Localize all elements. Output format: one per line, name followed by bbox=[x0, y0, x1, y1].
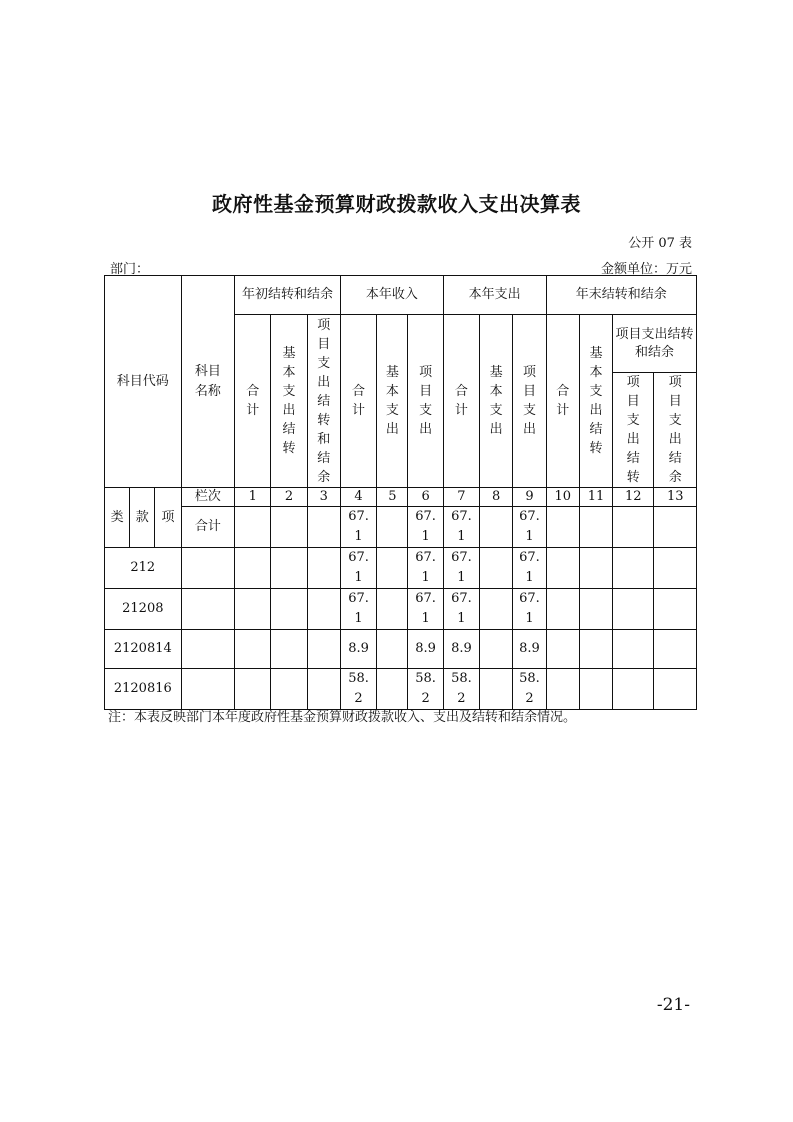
table-row bbox=[105, 548, 697, 589]
column-number: 12 bbox=[613, 488, 654, 507]
xiang-header: 项 bbox=[155, 488, 181, 548]
cell-value bbox=[377, 669, 408, 710]
cell-value: 67.1 bbox=[443, 548, 479, 589]
column-number: 5 bbox=[377, 488, 408, 507]
row-name bbox=[181, 548, 234, 589]
row-name bbox=[181, 669, 234, 710]
expense-total-header: 合计 bbox=[443, 315, 479, 488]
cell-value: 67.1 bbox=[408, 507, 443, 548]
end-project-carry-header: 项目支出结转 bbox=[613, 373, 654, 488]
column-number: 3 bbox=[307, 488, 340, 507]
cell-value bbox=[546, 507, 579, 548]
unit-label: 金额单位：万元 bbox=[600, 262, 692, 277]
cell-value bbox=[235, 548, 271, 589]
column-number: 10 bbox=[546, 488, 579, 507]
cell-value bbox=[271, 669, 307, 710]
begin-balance-group-header: 年初结转和结余 bbox=[235, 276, 341, 315]
table-row bbox=[105, 669, 697, 710]
begin-total-header: 合计 bbox=[235, 315, 271, 488]
column-number: 2 bbox=[271, 488, 307, 507]
cell-value bbox=[613, 589, 654, 630]
column-index-label: 栏次 bbox=[181, 488, 234, 507]
row-name bbox=[181, 630, 234, 669]
cell-value bbox=[235, 589, 271, 630]
cell-value: 67.1 bbox=[513, 507, 546, 548]
cell-value bbox=[613, 669, 654, 710]
lei-header: 类 bbox=[105, 488, 130, 548]
cell-value bbox=[613, 507, 654, 548]
cell-value: 58.2 bbox=[340, 669, 376, 710]
cell-value bbox=[613, 548, 654, 589]
end-total-header: 合计 bbox=[546, 315, 579, 488]
subject-code-header: 科目代码 bbox=[105, 276, 182, 488]
cell-value bbox=[271, 589, 307, 630]
page-title: 政府性基金预算财政拨款收入支出决算表 bbox=[212, 192, 581, 216]
subject-name-header: 科目名称 bbox=[181, 276, 234, 488]
row-code: 212 bbox=[105, 548, 182, 589]
cell-value bbox=[579, 669, 612, 710]
column-number: 13 bbox=[654, 488, 697, 507]
cell-value bbox=[271, 548, 307, 589]
cell-value: 67.1 bbox=[443, 589, 479, 630]
cell-value: 67.1 bbox=[513, 548, 546, 589]
cell-value bbox=[480, 630, 513, 669]
cell-value bbox=[235, 507, 271, 548]
cell-value bbox=[377, 548, 408, 589]
income-group-header: 本年收入 bbox=[340, 276, 443, 315]
cell-value bbox=[654, 669, 697, 710]
column-number: 1 bbox=[235, 488, 271, 507]
cell-value: 67.1 bbox=[340, 548, 376, 589]
cell-value bbox=[579, 630, 612, 669]
expense-group-header: 本年支出 bbox=[443, 276, 546, 315]
cell-value: 67.1 bbox=[513, 589, 546, 630]
cell-value bbox=[480, 548, 513, 589]
cell-value bbox=[307, 630, 340, 669]
cell-value bbox=[654, 630, 697, 669]
cell-value: 8.9 bbox=[340, 630, 376, 669]
table-row-total bbox=[105, 507, 697, 548]
column-number: 6 bbox=[408, 488, 443, 507]
end-project-balance-header: 项目支出结余 bbox=[654, 373, 697, 488]
cell-value: 58.2 bbox=[408, 669, 443, 710]
table-note: 注：本表反映部门本年度政府性基金预算财政拨款收入、支出及结转和结余情况。 bbox=[108, 710, 577, 725]
cell-value: 67.1 bbox=[443, 507, 479, 548]
cell-value bbox=[654, 548, 697, 589]
cell-value bbox=[235, 630, 271, 669]
row-code: 2120814 bbox=[105, 630, 182, 669]
end-basic-carry-header: 基本支出结转 bbox=[579, 315, 612, 488]
income-total-header: 合计 bbox=[340, 315, 376, 488]
column-number: 9 bbox=[513, 488, 546, 507]
cell-value bbox=[307, 507, 340, 548]
income-project-header: 项目支出 bbox=[408, 315, 443, 488]
cell-value bbox=[546, 589, 579, 630]
cell-value: 67.1 bbox=[408, 548, 443, 589]
cell-value bbox=[546, 630, 579, 669]
expense-project-header: 项目支出 bbox=[513, 315, 546, 488]
department-label: 部门： bbox=[110, 262, 150, 277]
cell-value: 8.9 bbox=[443, 630, 479, 669]
cell-value bbox=[579, 507, 612, 548]
cell-value bbox=[613, 630, 654, 669]
row-name: 合计 bbox=[181, 507, 234, 548]
cell-value bbox=[377, 630, 408, 669]
cell-value bbox=[271, 507, 307, 548]
cell-value bbox=[579, 589, 612, 630]
row-code: 2120816 bbox=[105, 669, 182, 710]
end-balance-group-header: 年末结转和结余 bbox=[546, 276, 696, 315]
form-code: 公开 07 表 bbox=[628, 236, 692, 251]
cell-value bbox=[579, 548, 612, 589]
cell-value bbox=[377, 589, 408, 630]
cell-value: 67.1 bbox=[408, 589, 443, 630]
column-number: 8 bbox=[480, 488, 513, 507]
end-project-group-header: 项目支出结转和结余 bbox=[613, 315, 697, 373]
cell-value: 58.2 bbox=[443, 669, 479, 710]
budget-table bbox=[104, 275, 697, 710]
begin-project-carry-balance-header: 项目支出结转和结余 bbox=[307, 315, 340, 488]
cell-value bbox=[271, 630, 307, 669]
cell-value: 8.9 bbox=[408, 630, 443, 669]
column-number: 11 bbox=[579, 488, 612, 507]
table-row bbox=[105, 630, 697, 669]
cell-value bbox=[480, 589, 513, 630]
begin-basic-carry-header: 基本支出结转 bbox=[271, 315, 307, 488]
column-number: 7 bbox=[443, 488, 479, 507]
table-row bbox=[105, 589, 697, 630]
page-number: -21- bbox=[656, 995, 690, 1015]
cell-value bbox=[235, 669, 271, 710]
cell-value bbox=[307, 548, 340, 589]
cell-value: 8.9 bbox=[513, 630, 546, 669]
cell-value bbox=[480, 507, 513, 548]
kuan-header: 款 bbox=[130, 488, 155, 548]
cell-value bbox=[546, 669, 579, 710]
expense-basic-header: 基本支出 bbox=[480, 315, 513, 488]
cell-value: 67.1 bbox=[340, 507, 376, 548]
row-code: 21208 bbox=[105, 589, 182, 630]
cell-value: 67.1 bbox=[340, 589, 376, 630]
cell-value bbox=[307, 669, 340, 710]
cell-value bbox=[377, 507, 408, 548]
cell-value bbox=[654, 589, 697, 630]
cell-value bbox=[307, 589, 340, 630]
cell-value bbox=[480, 669, 513, 710]
income-basic-header: 基本支出 bbox=[377, 315, 408, 488]
cell-value bbox=[546, 548, 579, 589]
cell-value bbox=[654, 507, 697, 548]
column-number: 4 bbox=[340, 488, 376, 507]
cell-value: 58.2 bbox=[513, 669, 546, 710]
row-name bbox=[181, 589, 234, 630]
